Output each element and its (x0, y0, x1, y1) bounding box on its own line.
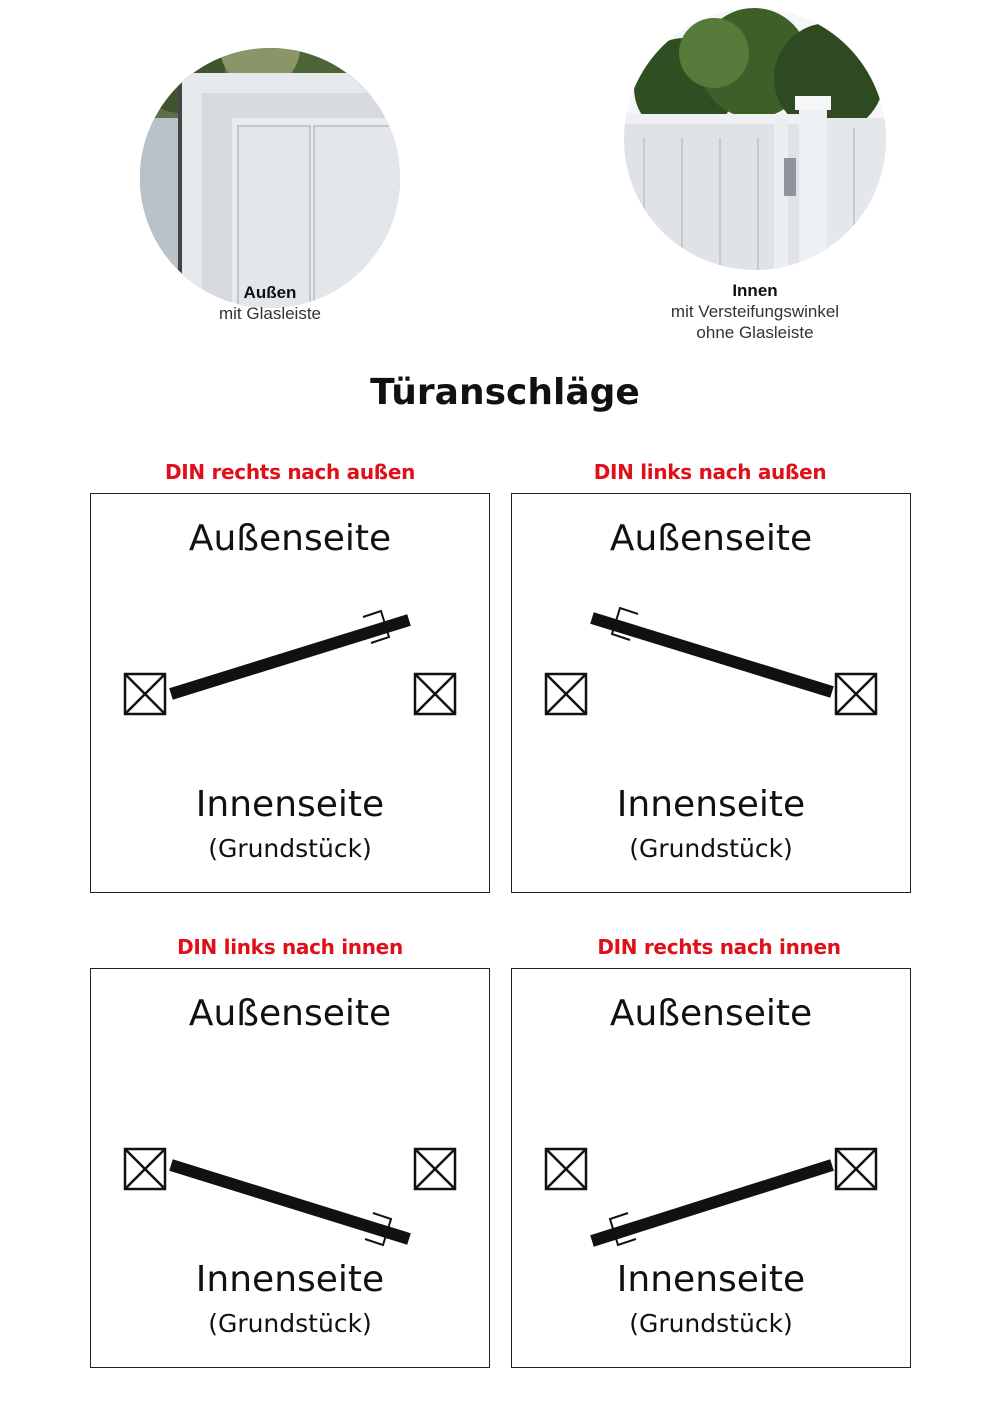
panel-3-outside-label: Außenseite (188, 993, 392, 1034)
door-leaf (592, 618, 832, 692)
door-diagram-4 (512, 969, 910, 1367)
panel-2-inside-label: Innenseite (616, 784, 806, 825)
panel-1-inside-label: Innenseite (195, 784, 385, 825)
panel-3-inside-sub: (Grundstück) (208, 1309, 372, 1338)
page-title: Türanschläge (370, 372, 640, 413)
caption-inside (605, 280, 905, 343)
panel-1-inside-sub: (Grundstück) (208, 834, 372, 863)
panel-din-links-innen (90, 968, 490, 1368)
caption-inside-title: Innen (732, 281, 778, 300)
door-diagram-2 (512, 494, 910, 892)
panel-din-links-aussen (511, 493, 911, 893)
door-diagram-3 (91, 969, 489, 1367)
caption-outside (120, 282, 420, 324)
panel-2-label: DIN links nach außen (593, 460, 827, 484)
door-diagram-1 (91, 494, 489, 892)
panel-2-inside-sub: (Grundstück) (629, 834, 793, 863)
door-leaf (171, 1165, 409, 1239)
panel-3-label: DIN links nach innen (177, 935, 403, 959)
door-leaf (592, 1165, 832, 1241)
door-leaf (171, 620, 409, 694)
caption-outside-title: Außen (243, 283, 297, 302)
panel-1-label: DIN rechts nach außen (164, 460, 416, 484)
panel-din-rechts-innen (511, 968, 911, 1368)
caption-inside-line-1: mit Versteifungswinkel (670, 302, 840, 321)
panel-din-rechts-aussen (90, 493, 490, 893)
panel-4-inside-sub: (Grundstück) (629, 1309, 793, 1338)
panel-1-outside-label: Außenseite (188, 518, 392, 559)
photo-outside (140, 48, 400, 308)
panel-4-outside-label: Außenseite (609, 993, 813, 1034)
panel-4-label: DIN rechts nach innen (597, 935, 841, 959)
caption-inside-line-2: ohne Glasleiste (696, 323, 814, 342)
panel-3-inside-label: Innenseite (195, 1259, 385, 1300)
panel-2-outside-label: Außenseite (609, 518, 813, 559)
panel-4-inside-label: Innenseite (616, 1259, 806, 1300)
photo-inside (624, 8, 886, 270)
caption-outside-line: mit Glasleiste (218, 304, 322, 323)
